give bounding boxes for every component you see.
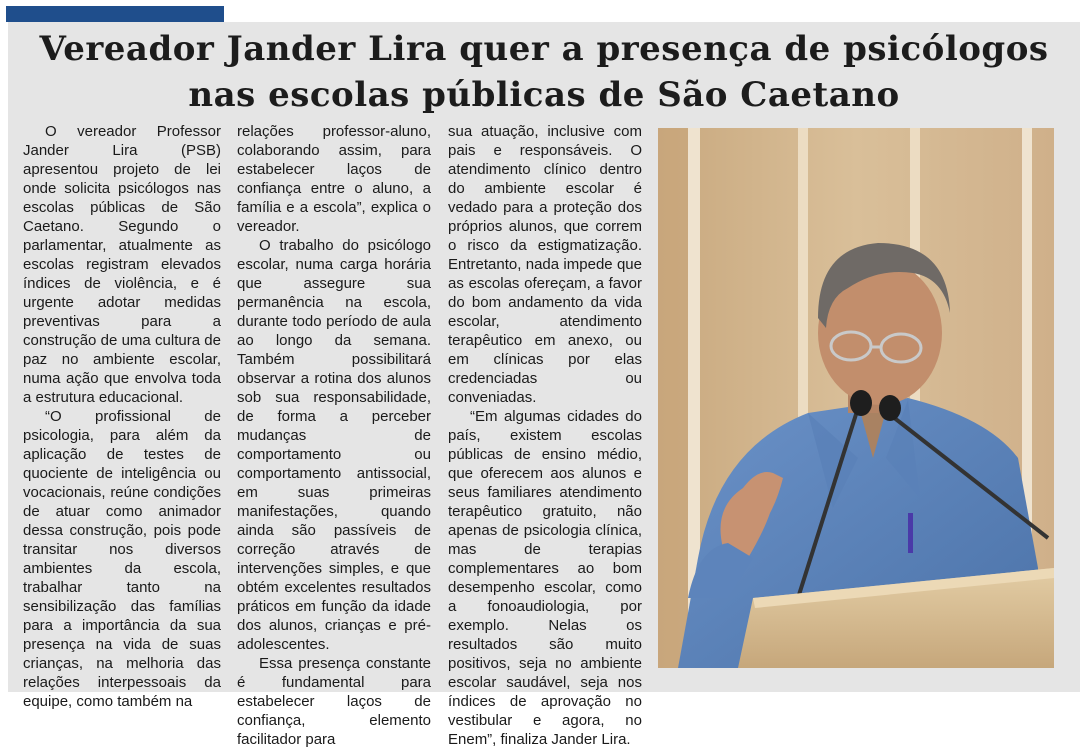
headline-line-1: Vereador Jander Lira quer a presença de psicólogos <box>39 29 1049 69</box>
paragraph: O trabalho do psicólogo escolar, numa carga horária que assegure sua permanência na escola, durante todo período de aula ao longo da semana. Também possibilitará observar a rotina dos alunos sob sua responsabilidade, de forma a perceber mudanças de comportamento ou comportamento antissocial, em suas primeiras manifestações, quando ainda são passíveis de correção através de intervenções simples, e que obtém excelentes resultados práticos em função da idade dos alunos, crianças e pré-adolescentes. <box>237 237 431 653</box>
article-headline <box>8 26 1080 118</box>
paragraph: “O profissional de psicologia, para além da aplicação de testes de quociente de inteligência ou vocacionais, reúne condições de atuar como animador dessa construção, pois pode transitar nos diversos ambientes da escola, trabalhar tanto na sensibilização das famílias para a importância da sua presença na vida de suas crianças, na melhoria das relações interpessoais da equipe, como também na <box>23 408 221 710</box>
paragraph: sua atuação, inclusive com pais e responsáveis. O atendimento clínico dentro do ambiente escolar é vedado para a proteção dos próprios alunos, que correm o risco da estigmatização. Entretanto, nada impede que as escolas ofereçam, a favor do bom andamento da vida escolar, atendimento terapêutico em anexo, ou em clínicas por elas credenciadas ou conveniadas. <box>448 123 642 406</box>
paragraph: Essa presença constante é fundamental para estabelecer laços de confiança, elemento facilitador para <box>237 655 431 748</box>
paragraph: O vereador Professor Jander Lira (PSB) apresentou projeto de lei onde solicita psicólogos nas escolas públicas de São Caetano. Segundo o parlamentar, atualmente as escolas registram elevados índices de violência, e é urgente adotar medidas preventivas para a construção de uma cultura de paz no ambiente escolar, numa ação que envolva toda a estrutura educacional. <box>23 123 221 406</box>
headline-line-2: nas escolas públicas de São Caetano <box>188 75 900 115</box>
article-column-3 <box>448 122 642 748</box>
section-accent-bar <box>6 6 224 22</box>
councilman-speaking-photo <box>658 128 1054 668</box>
article-column-2 <box>237 122 431 748</box>
article-column-1 <box>23 122 221 710</box>
paragraph: relações professor-aluno, colaborando assim, para estabelecer laços de confiança entre o aluno, a família e a escola”, explica o vereador. <box>237 123 431 235</box>
paragraph: “Em algumas cidades do país, existem escolas públicas de ensino médio, que oferecem aos alunos e seus familiares atendimento terapêutico gratuito, não apenas de psicologia clínica, mas de terapias complementares ao bom desempenho escolar, como a fonoaudiologia, por exemplo. Nelas os resultados são muito positivos, seja no ambiente escolar saudável, seja nos índices de aprovação no vestibular e agora, no Enem”, finaliza Jander Lira. <box>448 408 642 748</box>
